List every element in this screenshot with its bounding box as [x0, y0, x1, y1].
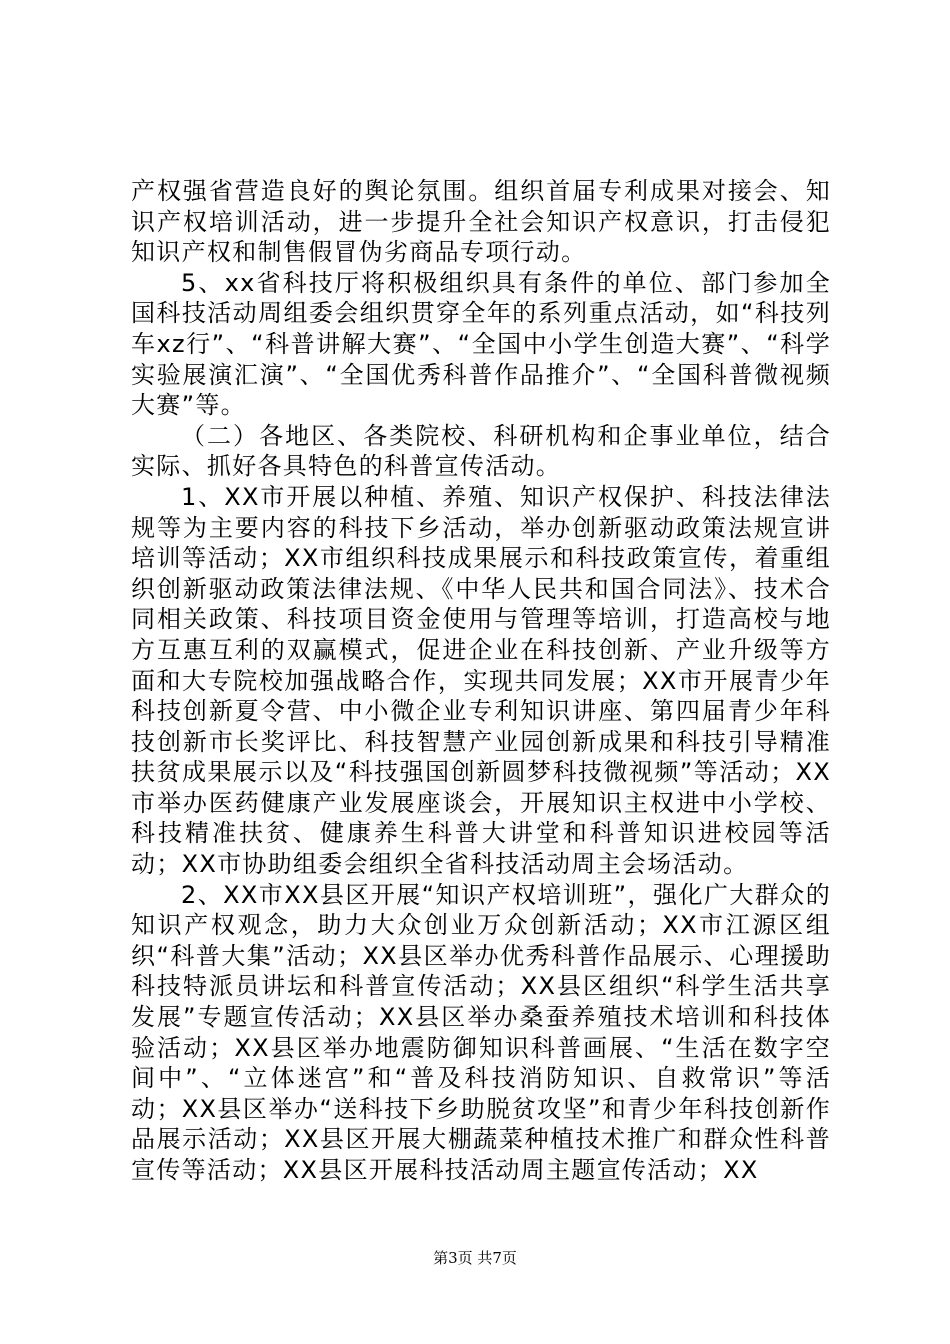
document-body	[131, 176, 831, 1186]
paragraph-item-2: 2、XX市XX县区开展“知识产权培训班”，强化广大群众的知识产权观念，助力大众创业万众创新活动；XX市江源区组织“科普大集”活动；XX县区举办优秀科普作品展示、心理援助科技特派员讲坛和科普宣传活动；XX县区组织“科学生活共享发展”专题宣传活动；XX县区举办桑蚕养殖技术培训和科技体验活动；XX县区举办地震防御知识科普画展、“生活在数字空间中”、“立体迷宫”和“普及科技消防知识、自救常识”等活动；XX县区举办“送科技下乡助脱贫攻坚”和青少年科技创新作品展示活动；XX县区开展大棚蔬菜种植技术推广和群众性科普宣传等活动；XX县区开展科技活动周主题宣传活动；XX	[131, 880, 831, 1184]
section-heading-2: （二）各地区、各类院校、科研机构和企事业单位，结合实际、抓好各具特色的科普宣传活动。	[131, 421, 831, 481]
paragraph-continuation: 产权强省营造良好的舆论氛围。组织首届专利成果对接会、知识产权培训活动，进一步提升全社会知识产权意识，打击侵犯知识产权和制售假冒伪劣商品专项行动。	[131, 177, 831, 267]
page-number-footer: 第3页 共7页	[433, 1249, 517, 1267]
paragraph-item-5: 5、xx省科技厅将积极组织具有条件的单位、部门参加全国科技活动周组委会组织贯穿全年的系列重点活动，如“科技列车xz行”、“科普讲解大赛”、“全国中小学生创造大赛”、“科学实验展演汇演”、“全国优秀科普作品推介”、“全国科普微视频大赛”等。	[131, 268, 831, 420]
paragraph-item-1: 1、XX市开展以种植、养殖、知识产权保护、科技法律法规等为主要内容的科技下乡活动，举办创新驱动政策法规宣讲培训等活动；XX市组织科技成果展示和科技政策宣传，着重组织创新驱动政策法律法规、《中华人民共和国合同法》、技术合同相关政策、科技项目资金使用与管理等培训，打造高校与地方互惠互利的双赢模式，促进企业在科技创新、产业升级等方面和大专院校加强战略合作，实现共同发展；XX市开展青少年科技创新夏令营、中小微企业专利知识讲座、第四届青少年科技创新市长奖评比、科技智慧产业园创新成果和科技引导精准扶贫成果展示以及“科技强国创新圆梦科技微视频”等活动；XX市举办医药健康产业发展座谈会，开展知识主权进中小学校、科技精准扶贫、健康养生科普大讲堂和科普知识进校园等活动；XX市协助组委会组织全省科技活动周主会场活动。	[131, 482, 831, 879]
